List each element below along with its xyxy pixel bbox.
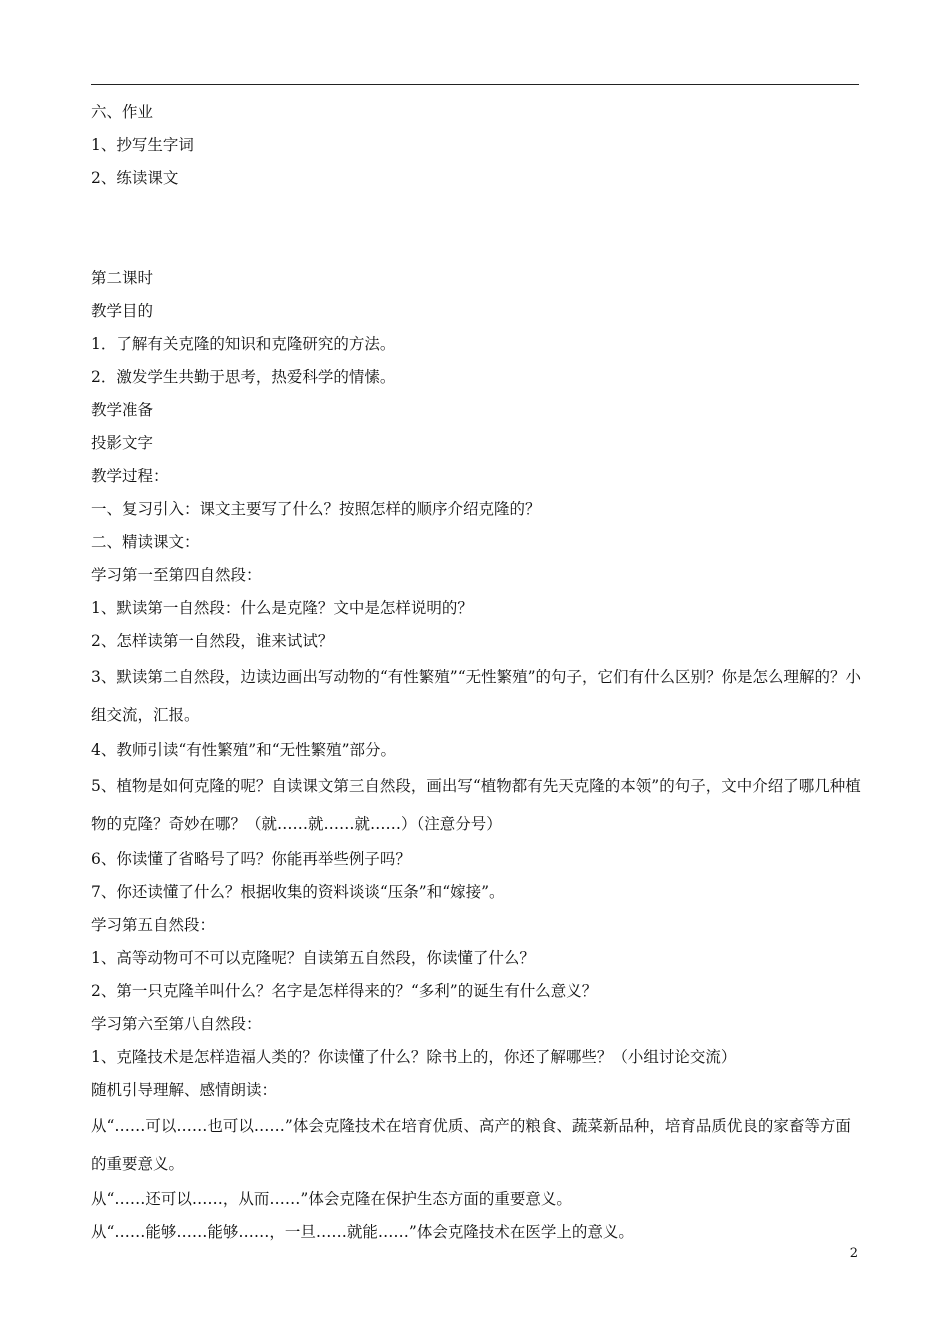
section-heading-objectives: 教学目的	[91, 302, 154, 320]
text-line: 1、高等动物可不可以克隆呢？自读第五自然段，你读懂了什么？	[91, 949, 535, 967]
text-line: 2、怎样读第一自然段，谁来试试？	[91, 632, 334, 650]
text-line: 投影文字	[91, 434, 154, 452]
lesson-heading: 第二课时	[91, 269, 154, 287]
header-rule	[91, 84, 859, 85]
text-line: 2、第一只克隆羊叫什么？名字是怎样得来的？“多利”的诞生有什么意义？	[91, 982, 598, 1000]
text-paragraph: 5、植物是如何克隆的呢？自读课文第三自然段，画出写“植物都有先天克隆的本领”的句子，文中介绍了哪几种植物的克隆？奇妙在哪？（就……就……就……）（注意分号）	[91, 777, 861, 833]
text-line: 1．了解有关克隆的知识和克隆研究的方法。	[91, 335, 396, 353]
text-line: 从“……能够……能够……，一旦……就能……”体会克隆技术在医学上的意义。	[91, 1223, 634, 1241]
text-line: 一、复习引入：课文主要写了什么？按照怎样的顺序介绍克隆的？	[91, 500, 541, 518]
section-heading-preparation: 教学准备	[91, 401, 154, 419]
text-line: 2．激发学生共勤于思考，热爱科学的情愫。	[91, 368, 396, 386]
document-body	[91, 96, 863, 1249]
text-line: 1、克隆技术是怎样造福人类的？你读懂了什么？除书上的，你还了解哪些？（小组讨论交流）	[91, 1048, 737, 1066]
text-paragraph: 3、默读第二自然段，边读边画出写动物的“有性繁殖”“无性繁殖”的句子，它们有什么区别？你是怎么理解的？小组交流，汇报。	[91, 668, 862, 724]
text-line: 学习第五自然段：	[91, 916, 216, 934]
page-number: 2	[849, 1246, 858, 1261]
text-line: 学习第一至第四自然段：	[91, 566, 262, 584]
text-line: 4、教师引读“有性繁殖”和“无性繁殖”部分。	[91, 741, 397, 759]
text-line: 学习第六至第八自然段：	[91, 1015, 262, 1033]
text-line: 6、你读懂了省略号了吗？你能再举些例子吗？	[91, 850, 411, 868]
text-line: 1、抄写生字词	[91, 136, 194, 154]
text-line: 二、精读课文：	[91, 533, 200, 551]
text-paragraph: 从“……可以……也可以……”体会克隆技术在培育优质、高产的粮食、蔬菜新品种，培育品质优良的家畜等方面的重要意义。	[91, 1117, 851, 1173]
spacer	[91, 195, 863, 262]
text-line: 从“……还可以……，从而……”体会克隆在保护生态方面的重要意义。	[91, 1190, 572, 1208]
section-heading-homework: 六、作业	[91, 103, 154, 121]
text-line: 随机引导理解、感情朗读：	[91, 1081, 278, 1099]
section-heading-process: 教学过程：	[91, 467, 169, 485]
text-line: 1、默读第一自然段：什么是克隆？文中是怎样说明的？	[91, 599, 473, 617]
text-line: 7、你还读懂了什么？根据收集的资料谈谈“压条”和“嫁接”。	[91, 883, 505, 901]
text-line: 2、练读课文	[91, 169, 179, 187]
